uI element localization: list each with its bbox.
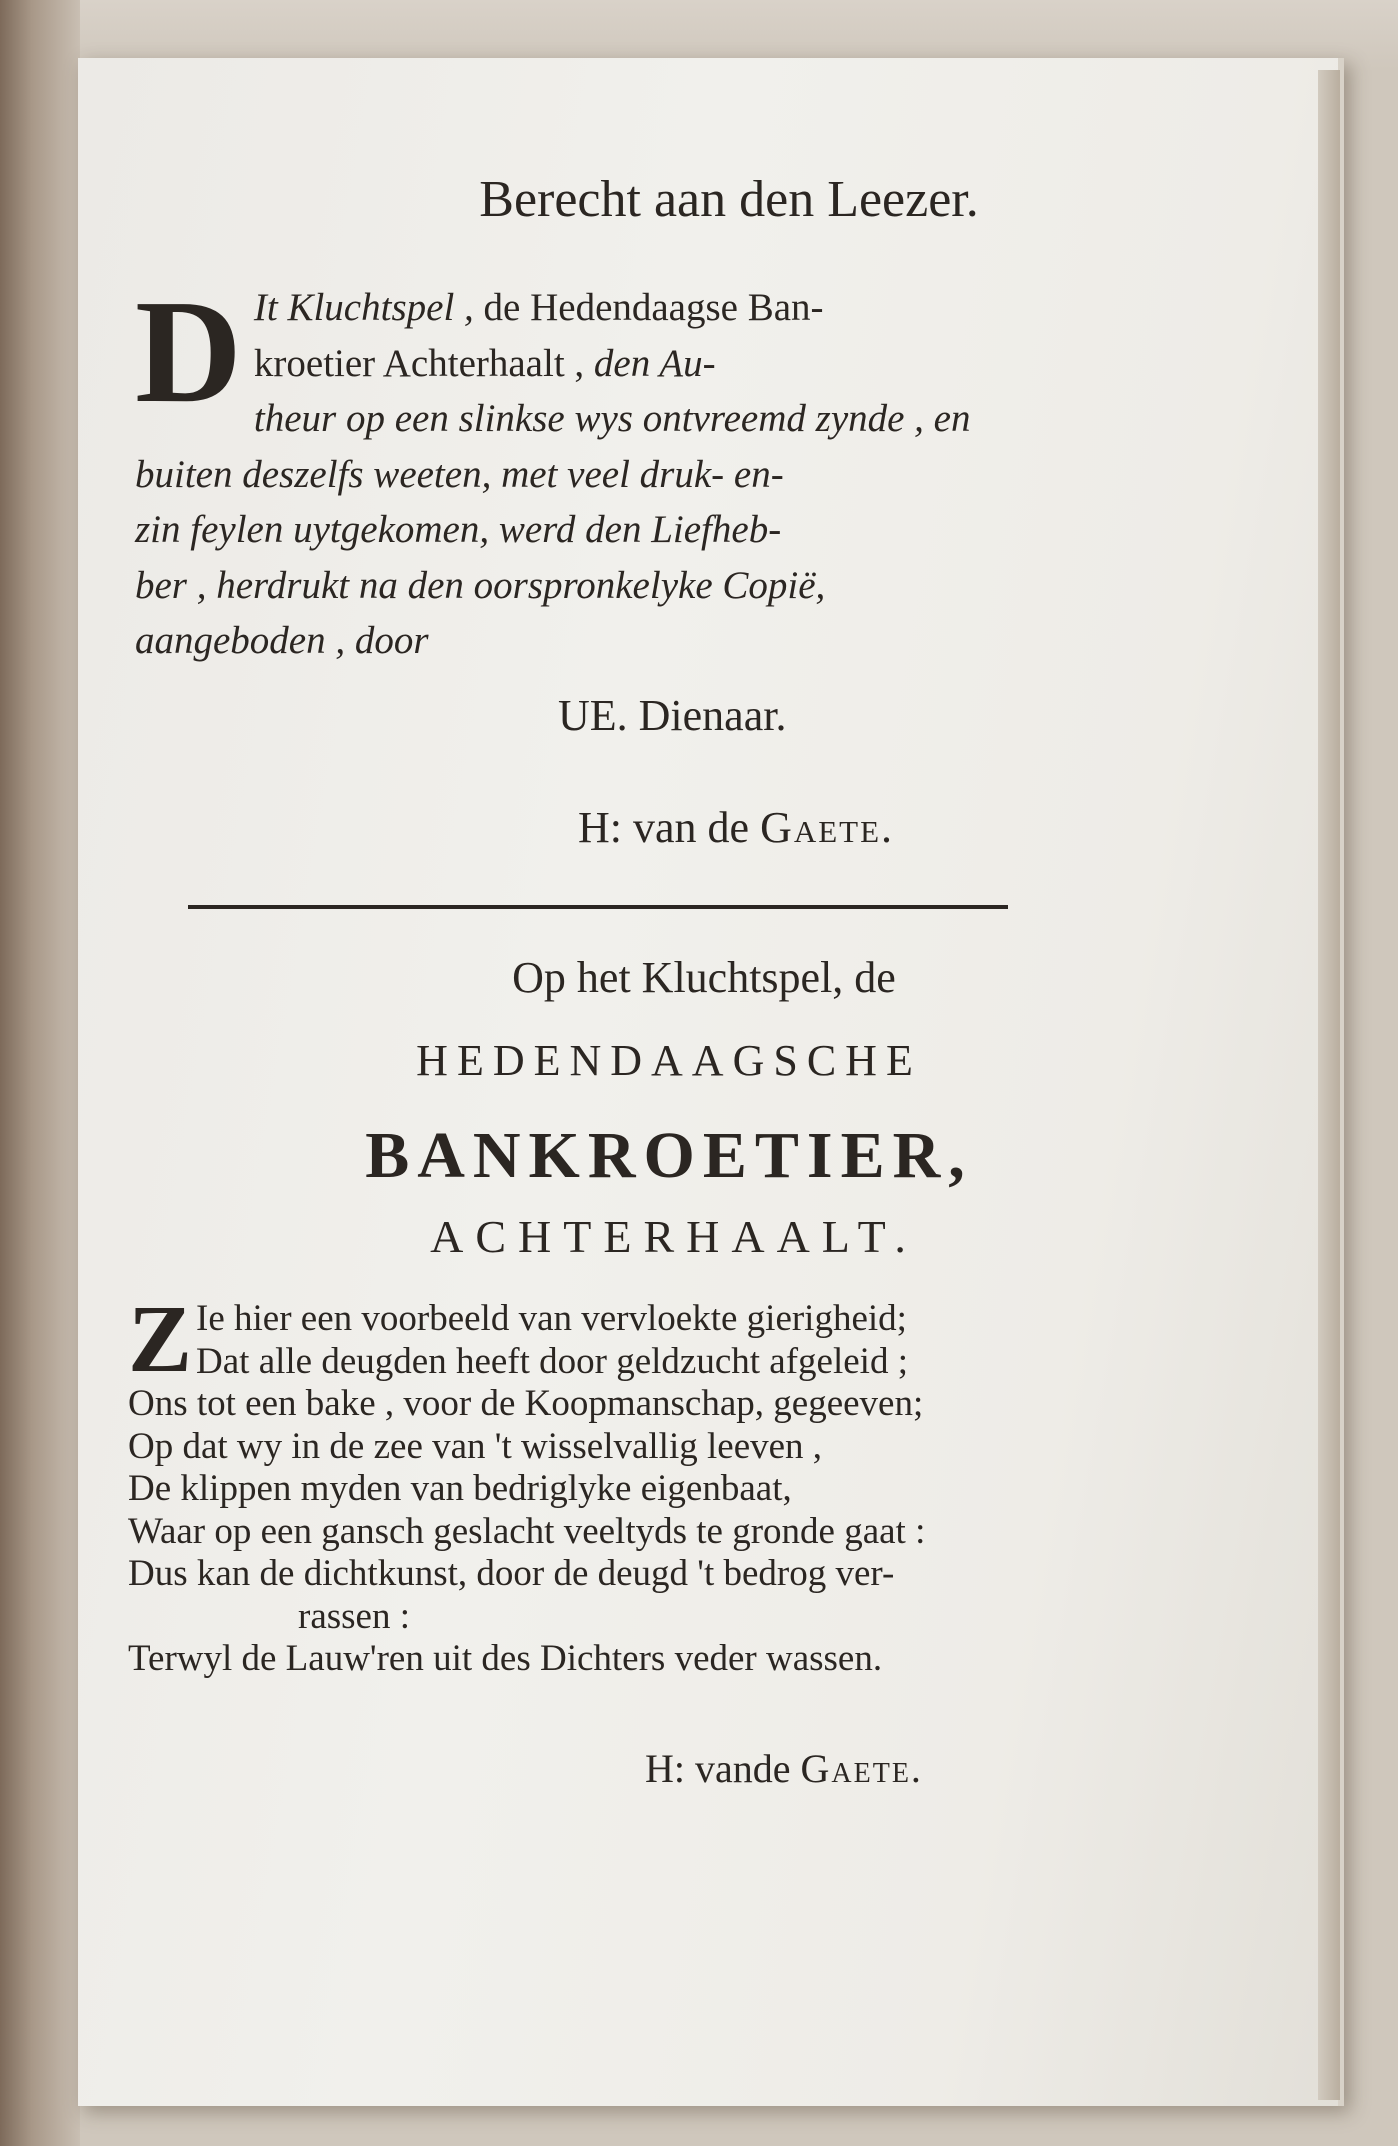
poem-dropcap: Z (128, 1285, 193, 1392)
author-signature-2 (645, 1745, 923, 1792)
poem-line: Waar op een gansch geslacht veeltyds te gronde gaat : (128, 1510, 926, 1552)
preface-line-4: buiten deszelfs weeten, met veel druk- en- (135, 452, 784, 496)
poem-line: rassen : (298, 1595, 410, 1637)
preface-line-2a: kroetier Achterhaalt , (253, 341, 594, 385)
poem-line: Op dat wy in de zee van 't wisselvallig leeven , (128, 1425, 823, 1467)
preface-dropcap: D (135, 270, 242, 434)
servant-signature: UE. Dienaar. (558, 691, 787, 740)
preface-line-5: zin feylen uytgekomen, werd den Liefheb- (135, 508, 782, 551)
poem-heading-line-3: BANKROETIER, (365, 1119, 973, 1192)
poem-line: De klippen myden van bedriglyke eigenbaat, (128, 1468, 792, 1509)
author-signature-1 (578, 802, 894, 853)
poem-heading-line-2: HEDENDAAGSCHE (416, 1036, 922, 1085)
preface-line-1a: It Kluchtspel , (253, 286, 484, 329)
poem-line: Dat alle deugden heeft door geldzucht afgeleid ; (196, 1340, 908, 1382)
preface-line-6: ber , herdrukt na den oorspronkelyke Copië, (135, 563, 826, 607)
preface-line-1b: de Hedendaagse Ban- (483, 286, 824, 329)
poem-line: Terwyl de Lauw'ren uit des Dichters veder wassen. (128, 1638, 883, 1679)
author-1-name: Gaete. (760, 803, 895, 852)
author-1-prefix: H: van de (578, 803, 761, 852)
preface-paragraph (135, 270, 1035, 669)
poem-body (128, 1285, 1088, 1681)
author-2-name: Gaete. (800, 1746, 923, 1791)
poem-line: Ons tot een bake , voor de Koopmanschap, gegeeven; (128, 1383, 924, 1424)
divider-rule (188, 905, 1008, 909)
preface-line-7: aangeboden , door (135, 619, 429, 662)
preface-line-3: theur op een slinkse wys ontvreemd zynde , en (253, 397, 971, 440)
preface-line-2b: den Au- (593, 341, 716, 385)
poem-heading-line-1: Op het Kluchtspel, de (512, 953, 896, 1002)
poem-line: Dus kan de dichtkunst, door de deugd 't bedrog ver- (128, 1553, 895, 1594)
author-2-prefix: H: vande (645, 1746, 801, 1791)
poem-line-text: Ie hier een voorbeeld van vervloekte gierigheid; (196, 1298, 907, 1339)
preface-heading: Berecht aan den Leezer. (479, 171, 979, 228)
poem-heading-line-4: ACHTERHAALT. (430, 1211, 918, 1262)
